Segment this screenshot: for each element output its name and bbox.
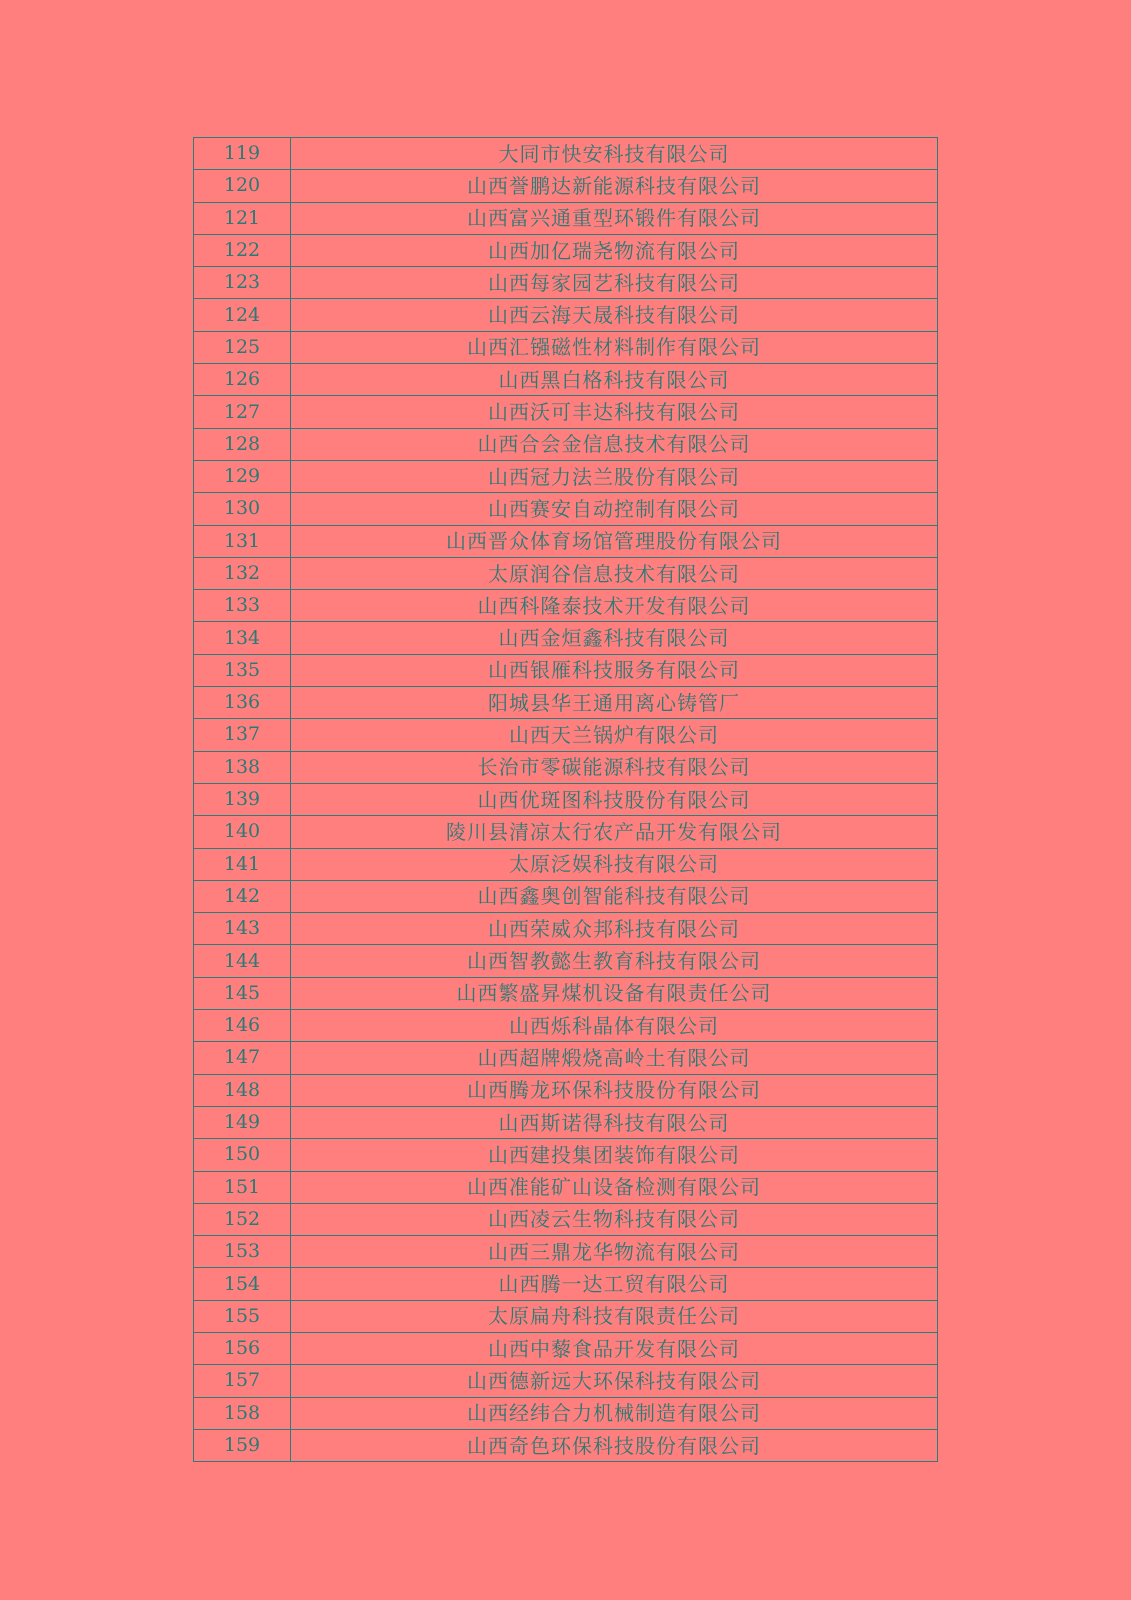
row-number-cell: 143: [194, 913, 291, 945]
company-name-cell: 山西荣威众邦科技有限公司: [291, 913, 938, 945]
table-row: [194, 1332, 938, 1364]
company-name-cell: 太原扁舟科技有限责任公司: [291, 1300, 938, 1332]
table-row: [194, 1139, 938, 1171]
row-number-cell: 133: [194, 590, 291, 622]
company-name-cell: 山西准能矿山设备检测有限公司: [291, 1171, 938, 1203]
table-row: [194, 428, 938, 460]
table-row: [194, 170, 938, 202]
row-number-cell: 150: [194, 1139, 291, 1171]
company-name-cell: 山西经纬合力机械制造有限公司: [291, 1397, 938, 1429]
company-name-cell: 阳城县华王通用离心铸管厂: [291, 687, 938, 719]
company-name-cell: 山西天兰锅炉有限公司: [291, 719, 938, 751]
row-number-cell: 156: [194, 1332, 291, 1364]
company-name-cell: 山西赛安自动控制有限公司: [291, 493, 938, 525]
table-row: [194, 622, 938, 654]
row-number-cell: 144: [194, 945, 291, 977]
table-row: [194, 364, 938, 396]
row-number-cell: 127: [194, 396, 291, 428]
table-row: [194, 1010, 938, 1042]
row-number-cell: 148: [194, 1074, 291, 1106]
table-row: [194, 751, 938, 783]
row-number-cell: 136: [194, 687, 291, 719]
table-row: [194, 1074, 938, 1106]
row-number-cell: 152: [194, 1203, 291, 1235]
table-row: [194, 1042, 938, 1074]
table-row: [194, 687, 938, 719]
table-row: [194, 331, 938, 363]
table-row: [194, 1171, 938, 1203]
row-number-cell: 157: [194, 1365, 291, 1397]
company-name-cell: 陵川县清凉太行农产品开发有限公司: [291, 816, 938, 848]
table-row: [194, 234, 938, 266]
table-row: [194, 202, 938, 234]
row-number-cell: 128: [194, 428, 291, 460]
row-number-cell: 138: [194, 751, 291, 783]
row-number-cell: 154: [194, 1268, 291, 1300]
table-row: [194, 1300, 938, 1332]
row-number-cell: 134: [194, 622, 291, 654]
row-number-cell: 130: [194, 493, 291, 525]
company-name-cell: 山西加亿瑞尧物流有限公司: [291, 234, 938, 266]
table-row: [194, 396, 938, 428]
table-row: [194, 880, 938, 912]
company-name-cell: 太原润谷信息技术有限公司: [291, 557, 938, 589]
company-name-cell: 山西誉鹏达新能源科技有限公司: [291, 170, 938, 202]
table-row: [194, 557, 938, 589]
row-number-cell: 129: [194, 460, 291, 492]
row-number-cell: 132: [194, 557, 291, 589]
table-row: [194, 299, 938, 331]
company-list-body: [194, 138, 938, 1462]
row-number-cell: 140: [194, 816, 291, 848]
table-row: [194, 719, 938, 751]
table-row: [194, 945, 938, 977]
company-name-cell: 山西富兴通重型环锻件有限公司: [291, 202, 938, 234]
row-number-cell: 131: [194, 525, 291, 557]
row-number-cell: 151: [194, 1171, 291, 1203]
row-number-cell: 142: [194, 880, 291, 912]
company-name-cell: 长治市零碳能源科技有限公司: [291, 751, 938, 783]
company-name-cell: 山西奇色环保科技股份有限公司: [291, 1429, 938, 1461]
company-name-cell: 山西冠力法兰股份有限公司: [291, 460, 938, 492]
company-name-cell: 山西沃可丰达科技有限公司: [291, 396, 938, 428]
company-name-cell: 山西鑫奥创智能科技有限公司: [291, 880, 938, 912]
table-row: [194, 1106, 938, 1138]
company-name-cell: 山西智教懿生教育科技有限公司: [291, 945, 938, 977]
row-number-cell: 149: [194, 1106, 291, 1138]
company-name-cell: 山西斯诺得科技有限公司: [291, 1106, 938, 1138]
company-name-cell: 山西合会金信息技术有限公司: [291, 428, 938, 460]
table-row: [194, 460, 938, 492]
table-row: [194, 816, 938, 848]
row-number-cell: 122: [194, 234, 291, 266]
table-row: [194, 1397, 938, 1429]
company-name-cell: 山西凌云生物科技有限公司: [291, 1203, 938, 1235]
table-row: [194, 267, 938, 299]
table-row: [194, 525, 938, 557]
company-name-cell: 山西科隆泰技术开发有限公司: [291, 590, 938, 622]
row-number-cell: 125: [194, 331, 291, 363]
company-name-cell: 山西黑白格科技有限公司: [291, 364, 938, 396]
row-number-cell: 124: [194, 299, 291, 331]
row-number-cell: 158: [194, 1397, 291, 1429]
company-name-cell: 山西银雁科技服务有限公司: [291, 654, 938, 686]
table-row: [194, 1365, 938, 1397]
company-name-cell: 山西德新远大环保科技有限公司: [291, 1365, 938, 1397]
row-number-cell: 153: [194, 1236, 291, 1268]
table-row: [194, 977, 938, 1009]
table-row: [194, 1429, 938, 1461]
row-number-cell: 141: [194, 848, 291, 880]
company-name-cell: 大同市快安科技有限公司: [291, 138, 938, 170]
company-name-cell: 山西烁科晶体有限公司: [291, 1010, 938, 1042]
row-number-cell: 137: [194, 719, 291, 751]
company-name-cell: 山西晋众体育场馆管理股份有限公司: [291, 525, 938, 557]
row-number-cell: 139: [194, 783, 291, 815]
table-row: [194, 1268, 938, 1300]
company-name-cell: 山西金烜鑫科技有限公司: [291, 622, 938, 654]
table-row: [194, 590, 938, 622]
row-number-cell: 120: [194, 170, 291, 202]
table-row: [194, 848, 938, 880]
row-number-cell: 145: [194, 977, 291, 1009]
table-row: [194, 1236, 938, 1268]
company-name-cell: 山西腾龙环保科技股份有限公司: [291, 1074, 938, 1106]
company-name-cell: 山西建投集团装饰有限公司: [291, 1139, 938, 1171]
company-list-table: [193, 137, 938, 1462]
row-number-cell: 123: [194, 267, 291, 299]
row-number-cell: 119: [194, 138, 291, 170]
row-number-cell: 121: [194, 202, 291, 234]
company-name-cell: 山西三鼎龙华物流有限公司: [291, 1236, 938, 1268]
row-number-cell: 126: [194, 364, 291, 396]
company-name-cell: 山西中藜食品开发有限公司: [291, 1332, 938, 1364]
company-name-cell: 山西每家园艺科技有限公司: [291, 267, 938, 299]
row-number-cell: 159: [194, 1429, 291, 1461]
company-name-cell: 山西汇镪磁性材料制作有限公司: [291, 331, 938, 363]
table-row: [194, 493, 938, 525]
company-name-cell: 山西云海天晟科技有限公司: [291, 299, 938, 331]
table-row: [194, 654, 938, 686]
table-row: [194, 138, 938, 170]
company-name-cell: 山西腾一达工贸有限公司: [291, 1268, 938, 1300]
company-name-cell: 山西繁盛昇煤机设备有限责任公司: [291, 977, 938, 1009]
table-row: [194, 913, 938, 945]
company-name-cell: 山西超牌煅烧高岭土有限公司: [291, 1042, 938, 1074]
row-number-cell: 135: [194, 654, 291, 686]
table-row: [194, 783, 938, 815]
table-row: [194, 1203, 938, 1235]
row-number-cell: 146: [194, 1010, 291, 1042]
row-number-cell: 147: [194, 1042, 291, 1074]
company-name-cell: 山西优斑图科技股份有限公司: [291, 783, 938, 815]
row-number-cell: 155: [194, 1300, 291, 1332]
company-name-cell: 太原泛娱科技有限公司: [291, 848, 938, 880]
